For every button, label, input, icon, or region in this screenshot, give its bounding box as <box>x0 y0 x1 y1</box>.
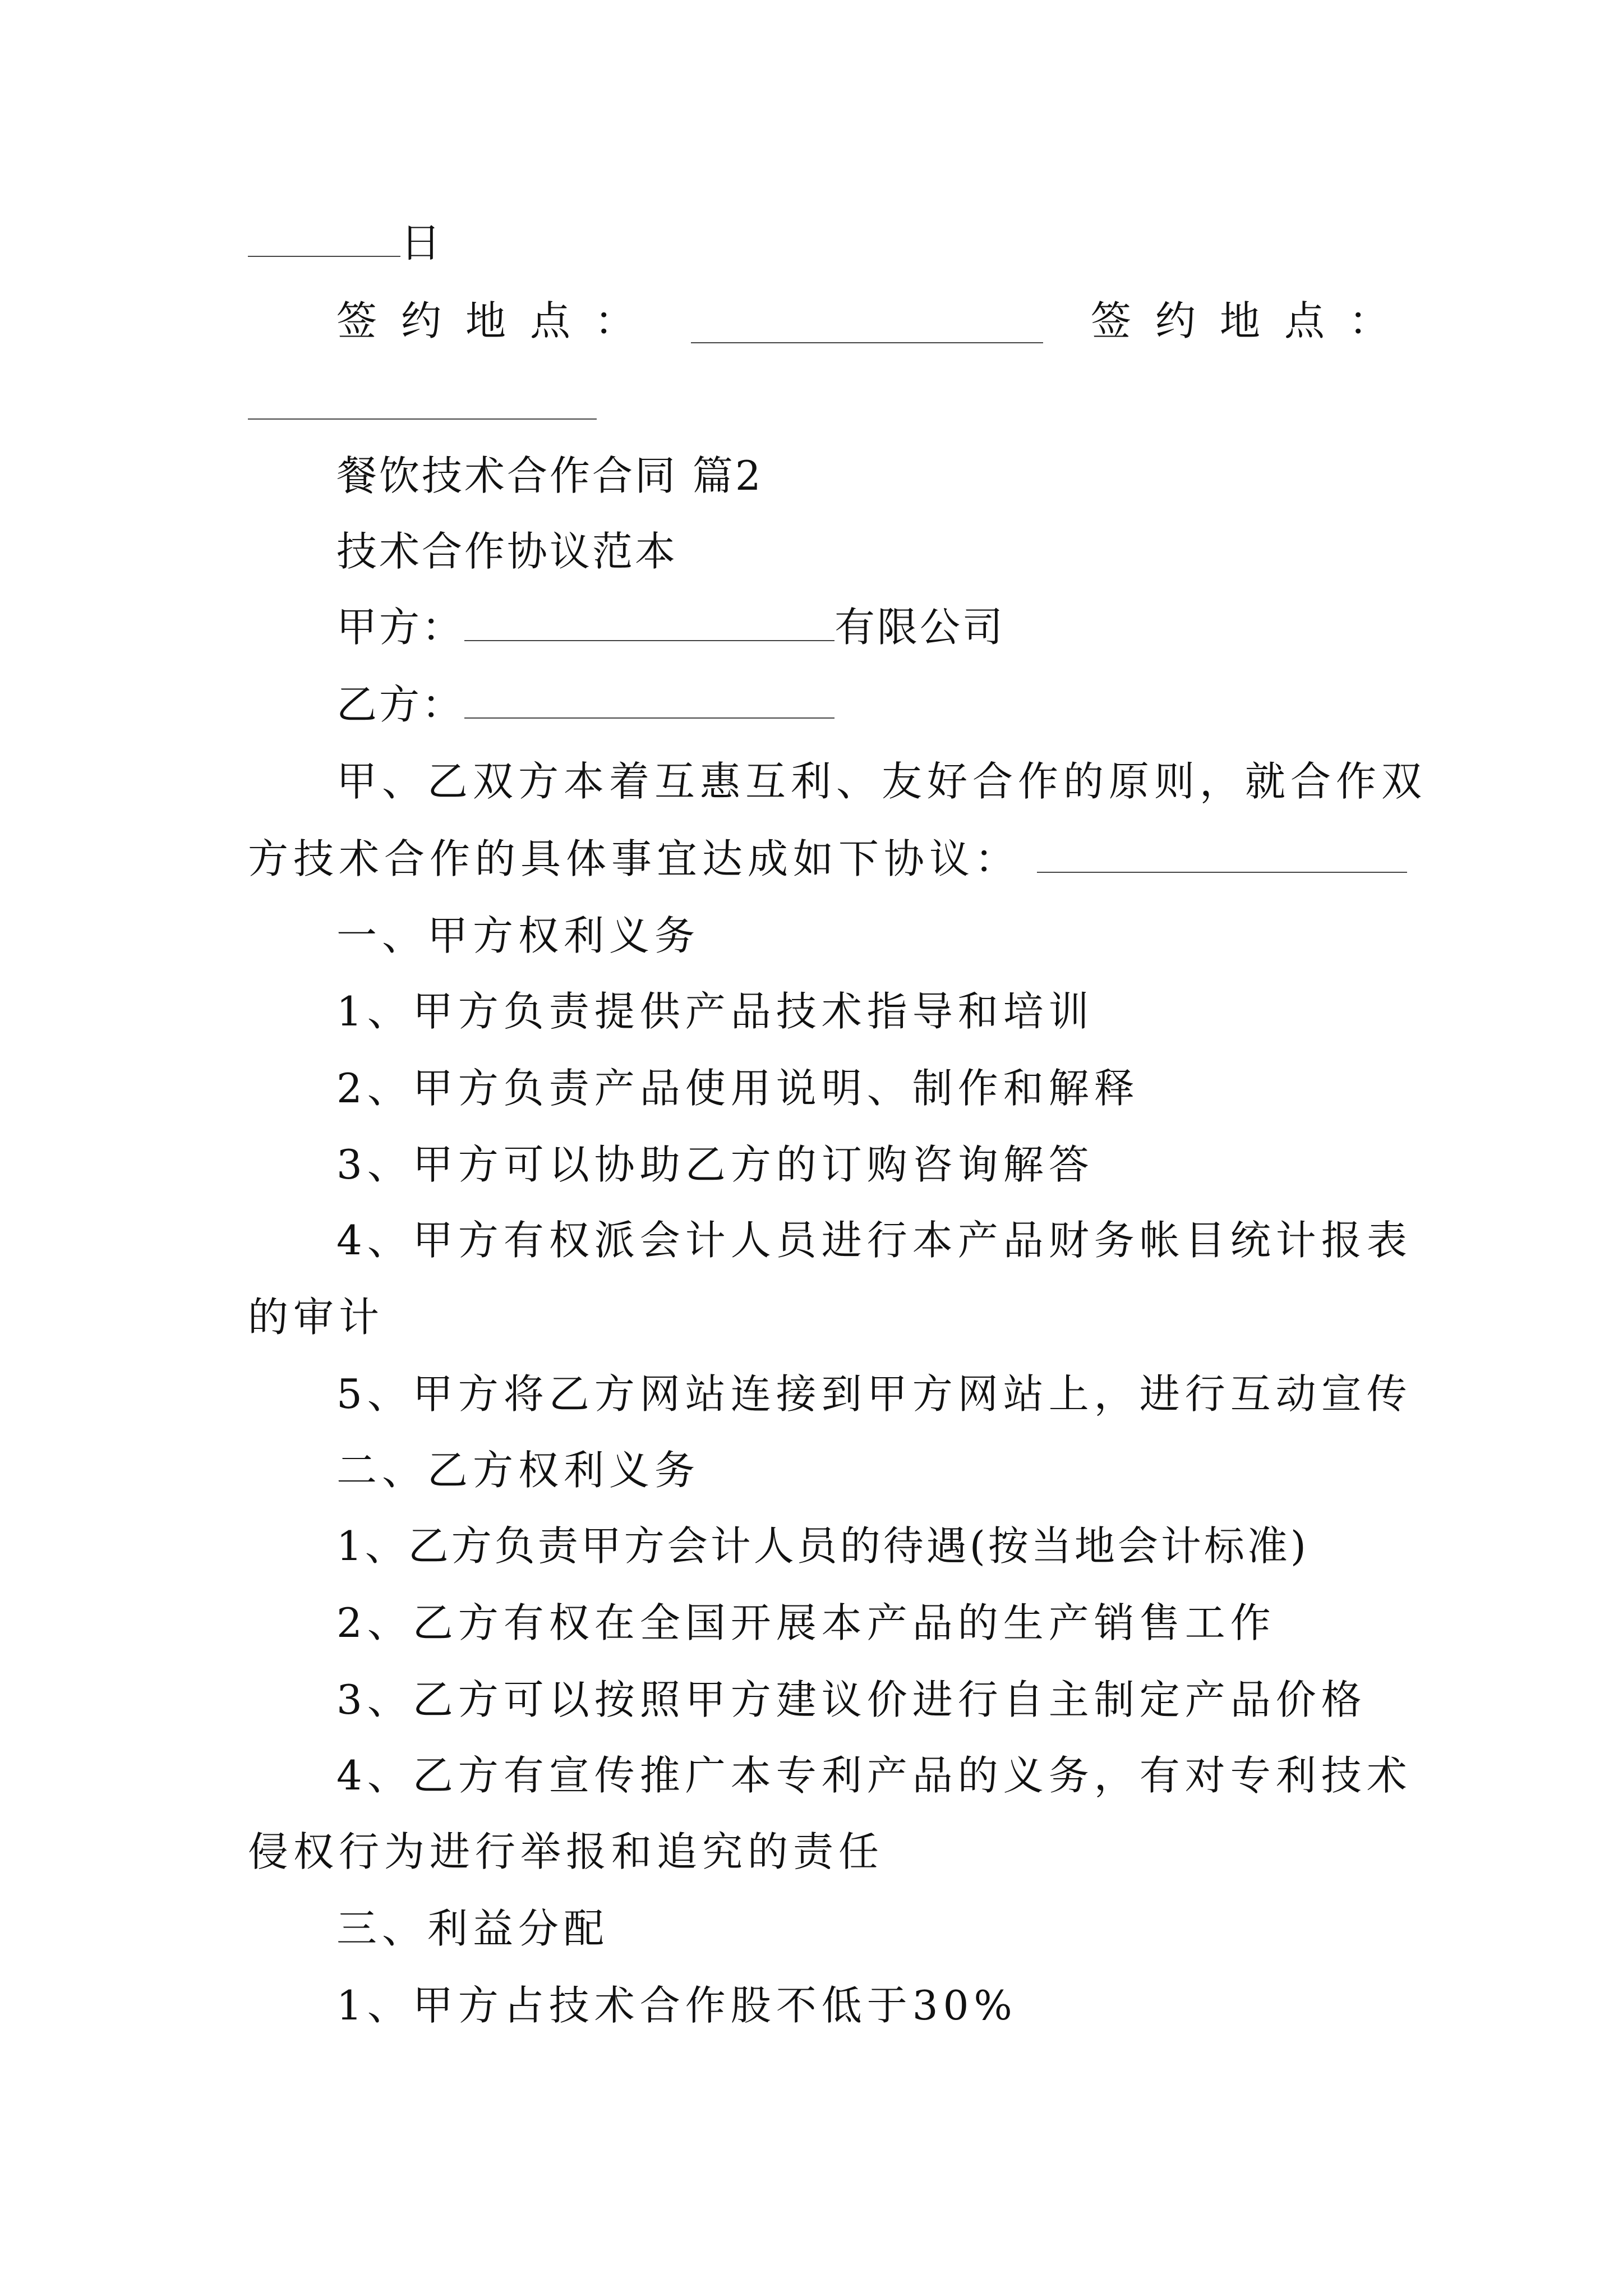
signing-place-line <box>336 294 659 348</box>
party-a-label: 甲方： <box>336 604 465 651</box>
section-1-item-3: 3、甲方可以协助乙方的订购咨询解答 <box>336 1141 1094 1188</box>
agreement-subtitle: 技术合作协议范本 <box>336 528 678 575</box>
section-1-item-5: 5、甲方将乙方网站连接到甲方网站上，进行互动宣传 <box>336 1370 1412 1418</box>
section-1-item-1: 1、甲方负责提供产品技术指导和培训 <box>336 988 1094 1035</box>
intro-line-1: 甲、乙双方本着互惠互利、友好合作的原则，就合作双 <box>336 758 1427 805</box>
signing-place-line-b <box>1091 294 1413 348</box>
section-1-title: 一、甲方权利义务 <box>336 912 700 959</box>
signing-place-blank-a <box>691 305 1043 343</box>
section-2-item-1: 1、乙方负责甲方会计人员的待遇(按当地会计标准) <box>336 1522 1309 1570</box>
section-1-item-4-line-2: 的审计 <box>248 1294 385 1341</box>
section-2-title: 二、乙方权利义务 <box>336 1447 700 1494</box>
party-b-blank <box>464 680 834 719</box>
party-a-blank <box>464 603 834 641</box>
section-3-title: 三、利益分配 <box>336 1905 610 1952</box>
party-b-line <box>336 678 834 731</box>
intro-blank <box>1037 835 1407 873</box>
signing-place-label-a: 签约地点： <box>336 297 660 344</box>
section-2-item-2: 2、乙方有权在全国开展本产品的生产销售工作 <box>336 1599 1276 1646</box>
party-a-suffix: 有限公司 <box>834 604 1006 651</box>
signing-place-label-b: 签约地点： <box>1091 297 1414 344</box>
signing-place-blank-b <box>248 381 597 420</box>
date-day-label: 日 <box>400 219 444 266</box>
section-3-item-1: 1、甲方占技术合作股不低于30% <box>336 1982 1017 2029</box>
section-1-item-2: 2、甲方负责产品使用说明、制作和解释 <box>336 1065 1140 1112</box>
date-blank <box>248 219 400 257</box>
section-2-item-3: 3、乙方可以按照甲方建议价进行自主制定产品价格 <box>336 1676 1367 1723</box>
party-b-label: 乙方： <box>336 681 465 728</box>
contract-heading: 餐饮技术合作合同 篇2 <box>336 452 763 499</box>
section-2-item-4-line-1: 4、乙方有宣传推广本专利产品的义务，有对专利技术 <box>336 1752 1412 1799</box>
intro-line-2 <box>248 832 1407 886</box>
date-line <box>248 216 443 270</box>
section-1-item-4-line-1: 4、甲方有权派会计人员进行本产品财务帐目统计报表 <box>336 1217 1412 1264</box>
intro-line-2-text: 方技术合作的具体事宜达成如下协议： <box>248 835 1021 882</box>
party-a-line <box>336 600 1005 654</box>
section-2-item-4-line-2: 侵权行为进行举报和追究的责任 <box>248 1828 884 1875</box>
